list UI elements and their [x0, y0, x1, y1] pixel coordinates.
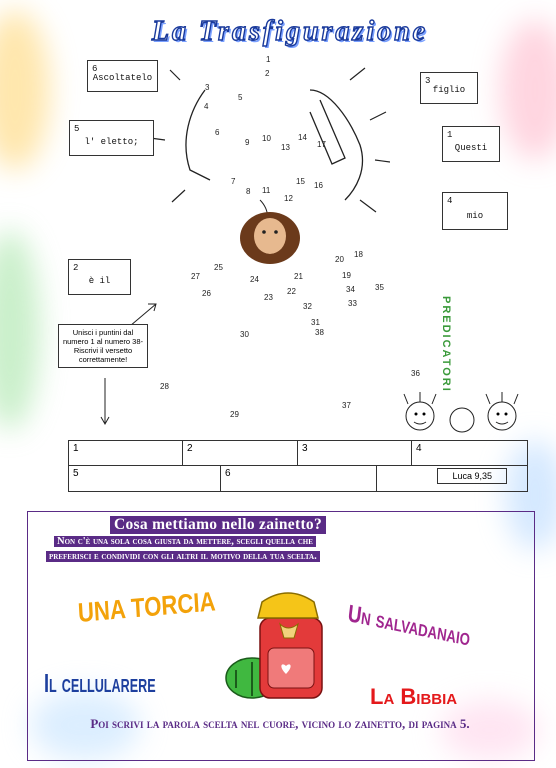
dot-6: 6	[215, 128, 220, 137]
dot-10: 10	[262, 134, 271, 143]
dot-35: 35	[375, 283, 384, 292]
answer-cell-3[interactable]: 3	[298, 441, 412, 466]
page-title: La Trasfigurazione	[151, 16, 429, 47]
dot-15: 15	[296, 177, 305, 186]
reference-cell	[377, 466, 527, 491]
dot-19: 19	[342, 271, 351, 280]
panel-footer: Poi scrivi la parola scelta nel cuore, vicino lo zainetto, di pagina 5.	[90, 716, 470, 731]
dot-23: 23	[264, 293, 273, 302]
dot-36: 36	[411, 369, 420, 378]
word-box-2: 2 è il	[68, 259, 131, 295]
word-box-6: 6 Ascoltatelo	[87, 60, 158, 92]
word-box-1: 1 Questi	[442, 126, 500, 162]
answer-cell-5[interactable]: 5	[69, 466, 221, 491]
dot-21: 21	[294, 272, 303, 281]
option-torch: UNA TORCIA	[77, 586, 217, 628]
dot-34: 34	[346, 285, 355, 294]
dot-1: 1	[266, 55, 271, 64]
dot-9: 9	[245, 138, 250, 147]
dot-18: 18	[354, 250, 363, 259]
backpack-icon	[218, 590, 328, 702]
dot-17: 17	[317, 140, 326, 149]
dot-7: 7	[231, 177, 236, 186]
dot-27: 27	[191, 272, 200, 281]
answer-grid	[68, 440, 528, 492]
dot-31: 31	[311, 318, 320, 327]
answer-cell-1[interactable]: 1	[69, 441, 183, 466]
dot-29: 29	[230, 410, 239, 419]
answer-cell-2[interactable]: 2	[183, 441, 298, 466]
word-box-4: 4 mio	[442, 192, 508, 230]
dot-22: 22	[287, 287, 296, 296]
dot-37: 37	[342, 401, 351, 410]
dot-8: 8	[246, 187, 251, 196]
vertical-watermark: PREDICATORI	[440, 296, 452, 393]
children-illustration	[398, 392, 530, 438]
dot-11: 11	[262, 186, 271, 195]
dot-32: 32	[303, 302, 312, 311]
answer-cell-4[interactable]: 4	[412, 441, 527, 466]
dot-13: 13	[281, 143, 290, 152]
dot-38: 38	[315, 328, 324, 337]
dot-33: 33	[348, 299, 357, 308]
dot-30: 30	[240, 330, 249, 339]
dot-25: 25	[214, 263, 223, 272]
word-box-5: 5 l' eletto;	[69, 120, 154, 156]
instruction-note: Unisci i puntini dal numero 1 al numero 38-Riscrivi il versetto correttamente!	[58, 324, 148, 368]
dot-28: 28	[160, 382, 169, 391]
watercolor-wash	[0, 10, 50, 170]
jesus-face-icon	[232, 210, 308, 266]
dot-20: 20	[335, 255, 344, 264]
panel-title: Cosa mettiamo nello zainetto?	[110, 516, 326, 534]
verse-reference: Luca 9,35	[437, 468, 507, 484]
word-box-3: 3 figlio	[420, 72, 478, 104]
dot-12: 12	[284, 194, 293, 203]
dot-3: 3	[205, 83, 210, 92]
option-piggy-bank: Un salvadanaio	[346, 600, 472, 652]
dot-14: 14	[298, 133, 307, 142]
dot-24: 24	[250, 275, 259, 284]
dot-16: 16	[314, 181, 323, 190]
option-bible: La Bibbia	[370, 684, 458, 709]
panel-instruction-line-2: preferisci e condividi con gli altri il motivo della tua scelta.	[46, 551, 320, 562]
panel-instruction-line-1: Non c'è una sola cosa giusta da mettere, scegli quella che	[54, 536, 316, 547]
dot-5: 5	[238, 93, 243, 102]
option-cellphone: Il cellularere	[44, 668, 156, 698]
watercolor-wash	[0, 230, 40, 430]
dot-26: 26	[202, 289, 211, 298]
dot-2: 2	[265, 69, 270, 78]
dot-4: 4	[204, 102, 209, 111]
answer-cell-6[interactable]: 6	[221, 466, 377, 491]
